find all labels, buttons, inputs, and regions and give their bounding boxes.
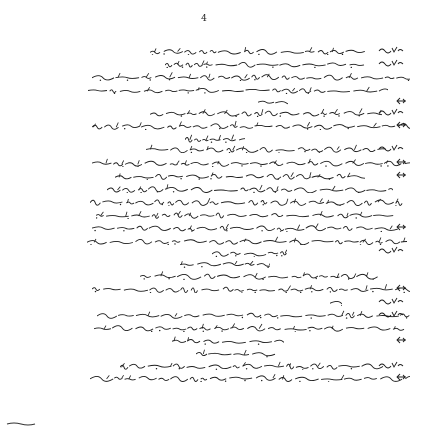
text-line [92,283,410,293]
text-line [146,143,386,153]
bullet-marker-icon [396,222,408,232]
text-line [90,372,410,382]
entry-label [378,143,404,153]
text-line [180,258,270,268]
text-line [92,120,410,130]
page-number: 4 [201,14,207,24]
text-line [258,96,288,106]
text-line [212,247,290,257]
text-line [92,157,410,167]
text-line [172,335,284,345]
text-line [107,183,393,193]
text-line [96,209,396,219]
text-line [97,309,410,319]
bullet-marker-icon [396,120,408,130]
entry-label [378,296,404,306]
entry-label [378,360,404,370]
bullet-marker-icon [396,170,408,180]
text-line [140,270,380,280]
text-line [150,107,382,117]
text-line [90,196,408,206]
text-line [88,84,388,94]
text-line [196,348,280,358]
bullet-marker-icon [396,335,408,345]
footer-mark [6,421,36,427]
text-line [94,322,410,332]
bullet-marker-icon [396,283,408,293]
text-line [92,71,410,81]
text-line [115,170,365,180]
bullet-marker-icon [396,157,408,167]
text-line [165,58,367,68]
entry-label [378,309,404,319]
entry-label [378,58,404,68]
bullet-marker-icon [396,96,408,106]
bullet-marker-icon [396,372,408,382]
entry-label [378,45,404,55]
text-line [87,235,407,245]
entry-label [378,245,404,255]
text-line [120,360,385,370]
text-line [185,133,245,143]
entry-label [378,107,404,117]
text-line [150,45,367,55]
text-line [330,296,342,306]
text-line [92,222,400,232]
